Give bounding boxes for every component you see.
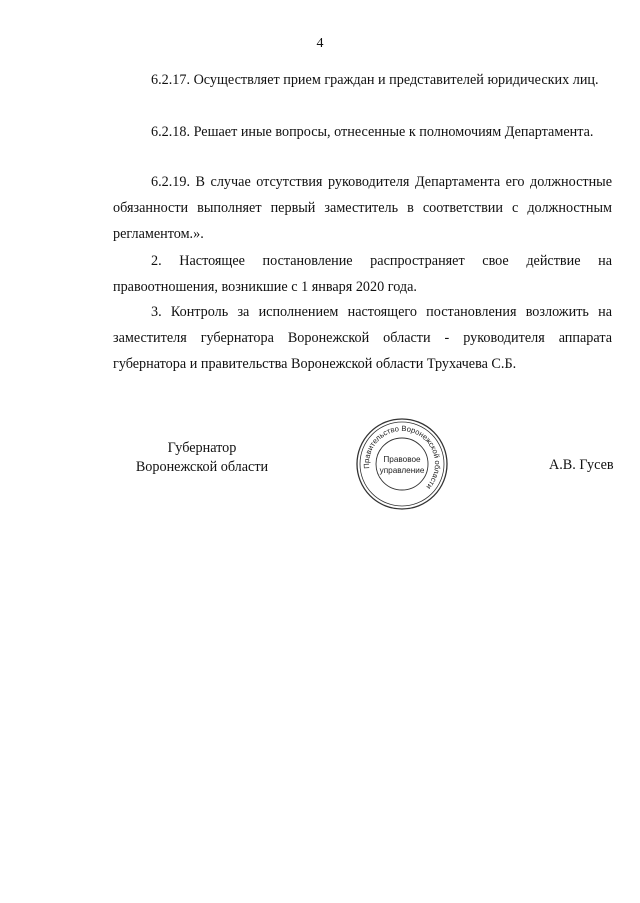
seal-inner-line2: управление bbox=[379, 466, 425, 475]
paragraph-6-2-19: 6.2.19. В случае отсутствия руководителя Департамента его должностные обязанности выполняет первый заместитель в соответствии с должностным регламентом.». bbox=[113, 174, 612, 242]
paragraph-3: 3. Контроль за исполнением настоящего постановления возложить на заместителя губернатора Воронежской области - руководителя аппарата губернатора и правительства Воронежской области Трухачева С.Б. bbox=[113, 304, 612, 372]
seal-outer-text: Правительство Воронежской области bbox=[361, 423, 443, 492]
paragraph-6-2-17: 6.2.17. Осуществляет прием граждан и представителей юридических лиц. bbox=[151, 72, 599, 88]
seal-inner-line1: Правовое bbox=[383, 455, 421, 464]
paragraph-6-2-18: 6.2.18. Решает иные вопросы, отнесенные к полномочиям Департамента. bbox=[151, 124, 594, 140]
signatory-position bbox=[112, 439, 292, 477]
signatory-name: А.В. Гусев bbox=[549, 457, 614, 473]
signatory-position-line2: Воронежской области bbox=[135, 459, 269, 475]
official-seal bbox=[355, 417, 449, 511]
signatory-position-line1: Губернатор bbox=[167, 440, 237, 456]
page-number: 4 bbox=[316, 36, 324, 51]
paragraph-2: 2. Настоящее постановление распространяет свое действие на правоотношения, возникшие с 1 января 2020 года. bbox=[113, 253, 612, 295]
